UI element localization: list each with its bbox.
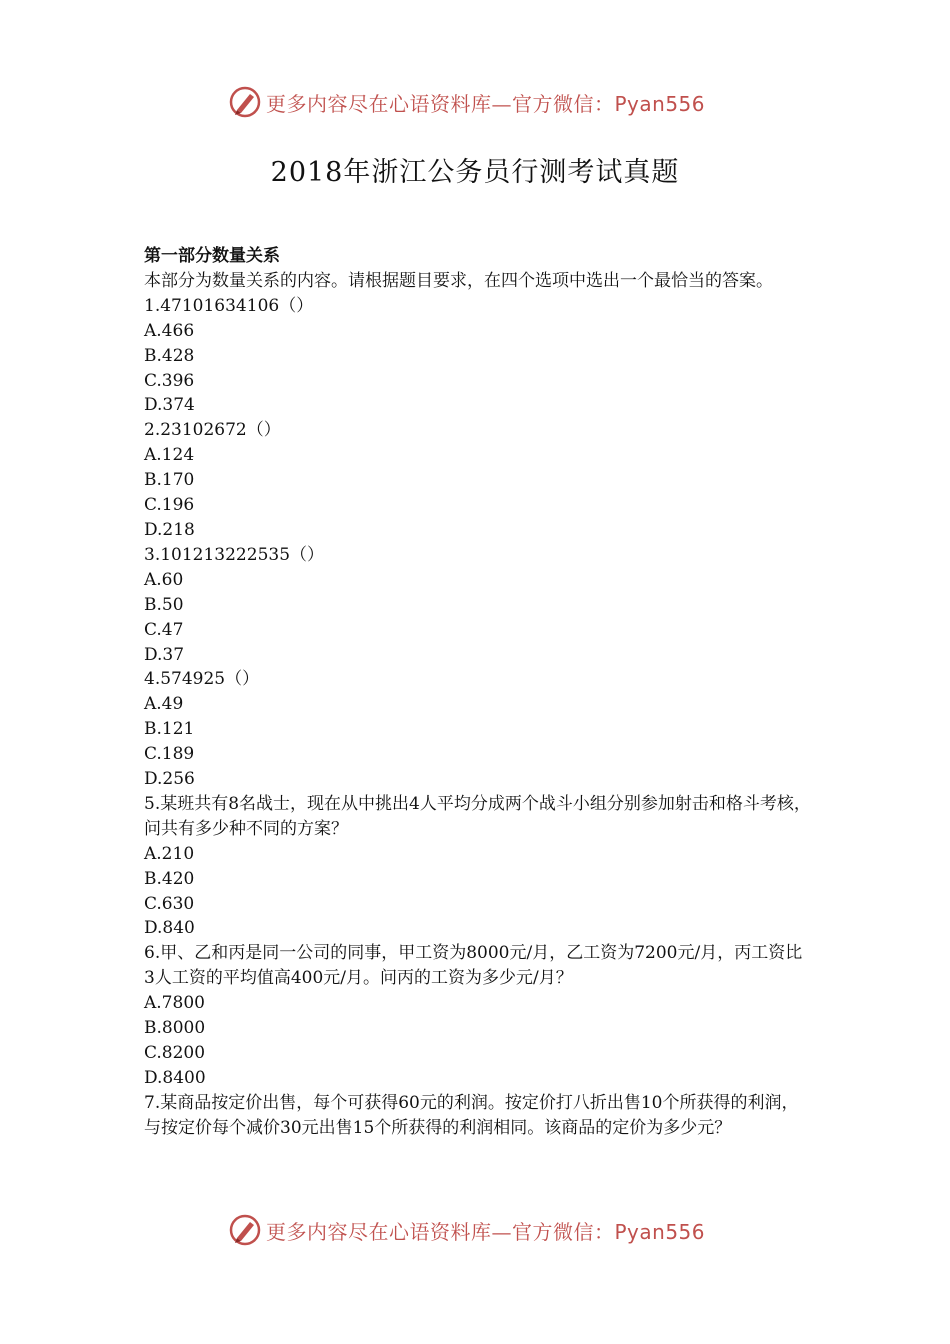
- document-body: [144, 244, 812, 1141]
- question-stem: 4.574925（）: [144, 669, 260, 690]
- answer-option: D.8400: [144, 1067, 206, 1088]
- question-stem: 6.甲、乙和丙是同一公司的同事，甲工资为8000元/月，乙工资为7200元/月，丙工资比3人工资的平均值高400元/月。问丙的工资为多少元/月？: [144, 943, 803, 989]
- answer-option: A.7800: [144, 993, 205, 1014]
- answer-option: B.428: [144, 345, 195, 366]
- section-heading: 第一部分数量关系: [144, 246, 280, 266]
- answer-option: B.50: [144, 594, 184, 615]
- question-stem: 3.101213222535（）: [144, 544, 325, 565]
- answer-option: D.840: [144, 918, 195, 939]
- answer-option: D.374: [144, 395, 195, 416]
- answer-option: D.256: [144, 769, 195, 790]
- question-stem: 7.某商品按定价出售，每个可获得60元的利润。按定价打八折出售10个所获得的利润，与按定价每个减价30元出售15个所获得的利润相同。该商品的定价为多少元？: [144, 1092, 799, 1138]
- answer-option: A.60: [144, 569, 184, 590]
- answer-option: A.124: [144, 445, 195, 466]
- answer-option: B.121: [144, 719, 195, 740]
- question-list: [144, 294, 812, 1141]
- header-banner: [228, 84, 705, 120]
- answer-option: C.396: [144, 370, 195, 391]
- banner-text: 更多内容尽在心语资料库—官方微信：Pyan556: [266, 1219, 706, 1244]
- answer-option: D.218: [144, 519, 195, 540]
- answer-option: C.196: [144, 495, 195, 516]
- banner-text: 更多内容尽在心语资料库—官方微信：Pyan556: [266, 91, 706, 116]
- answer-option: C.189: [144, 744, 195, 765]
- answer-option: A.210: [144, 843, 195, 864]
- pen-logo-icon: [228, 85, 262, 119]
- answer-option: B.170: [144, 470, 195, 491]
- answer-option: C.8200: [144, 1043, 206, 1063]
- pen-logo-icon: [228, 1213, 262, 1247]
- answer-option: C.630: [144, 893, 195, 914]
- answer-option: D.37: [144, 644, 185, 665]
- answer-option: B.420: [144, 868, 195, 889]
- answer-option: C.47: [144, 619, 184, 640]
- question-stem: 5.某班共有8名战士，现在从中挑出4人平均分成两个战斗小组分别参加射击和格斗考核，问共有多少种不同的方案？: [144, 793, 811, 839]
- question-stem: 1.47101634106（）: [144, 295, 314, 316]
- footer-banner: [228, 1212, 705, 1248]
- section-intro: 本部分为数量关系的内容。请根据题目要求，在四个选项中选出一个最恰当的答案。: [144, 270, 773, 291]
- answer-option: A.49: [144, 694, 184, 715]
- question-stem: 2.23102672（）: [144, 420, 281, 441]
- page-title: 2018年浙江公务员行测考试真题: [270, 157, 680, 188]
- answer-option: A.466: [144, 320, 195, 341]
- answer-option: B.8000: [144, 1018, 206, 1039]
